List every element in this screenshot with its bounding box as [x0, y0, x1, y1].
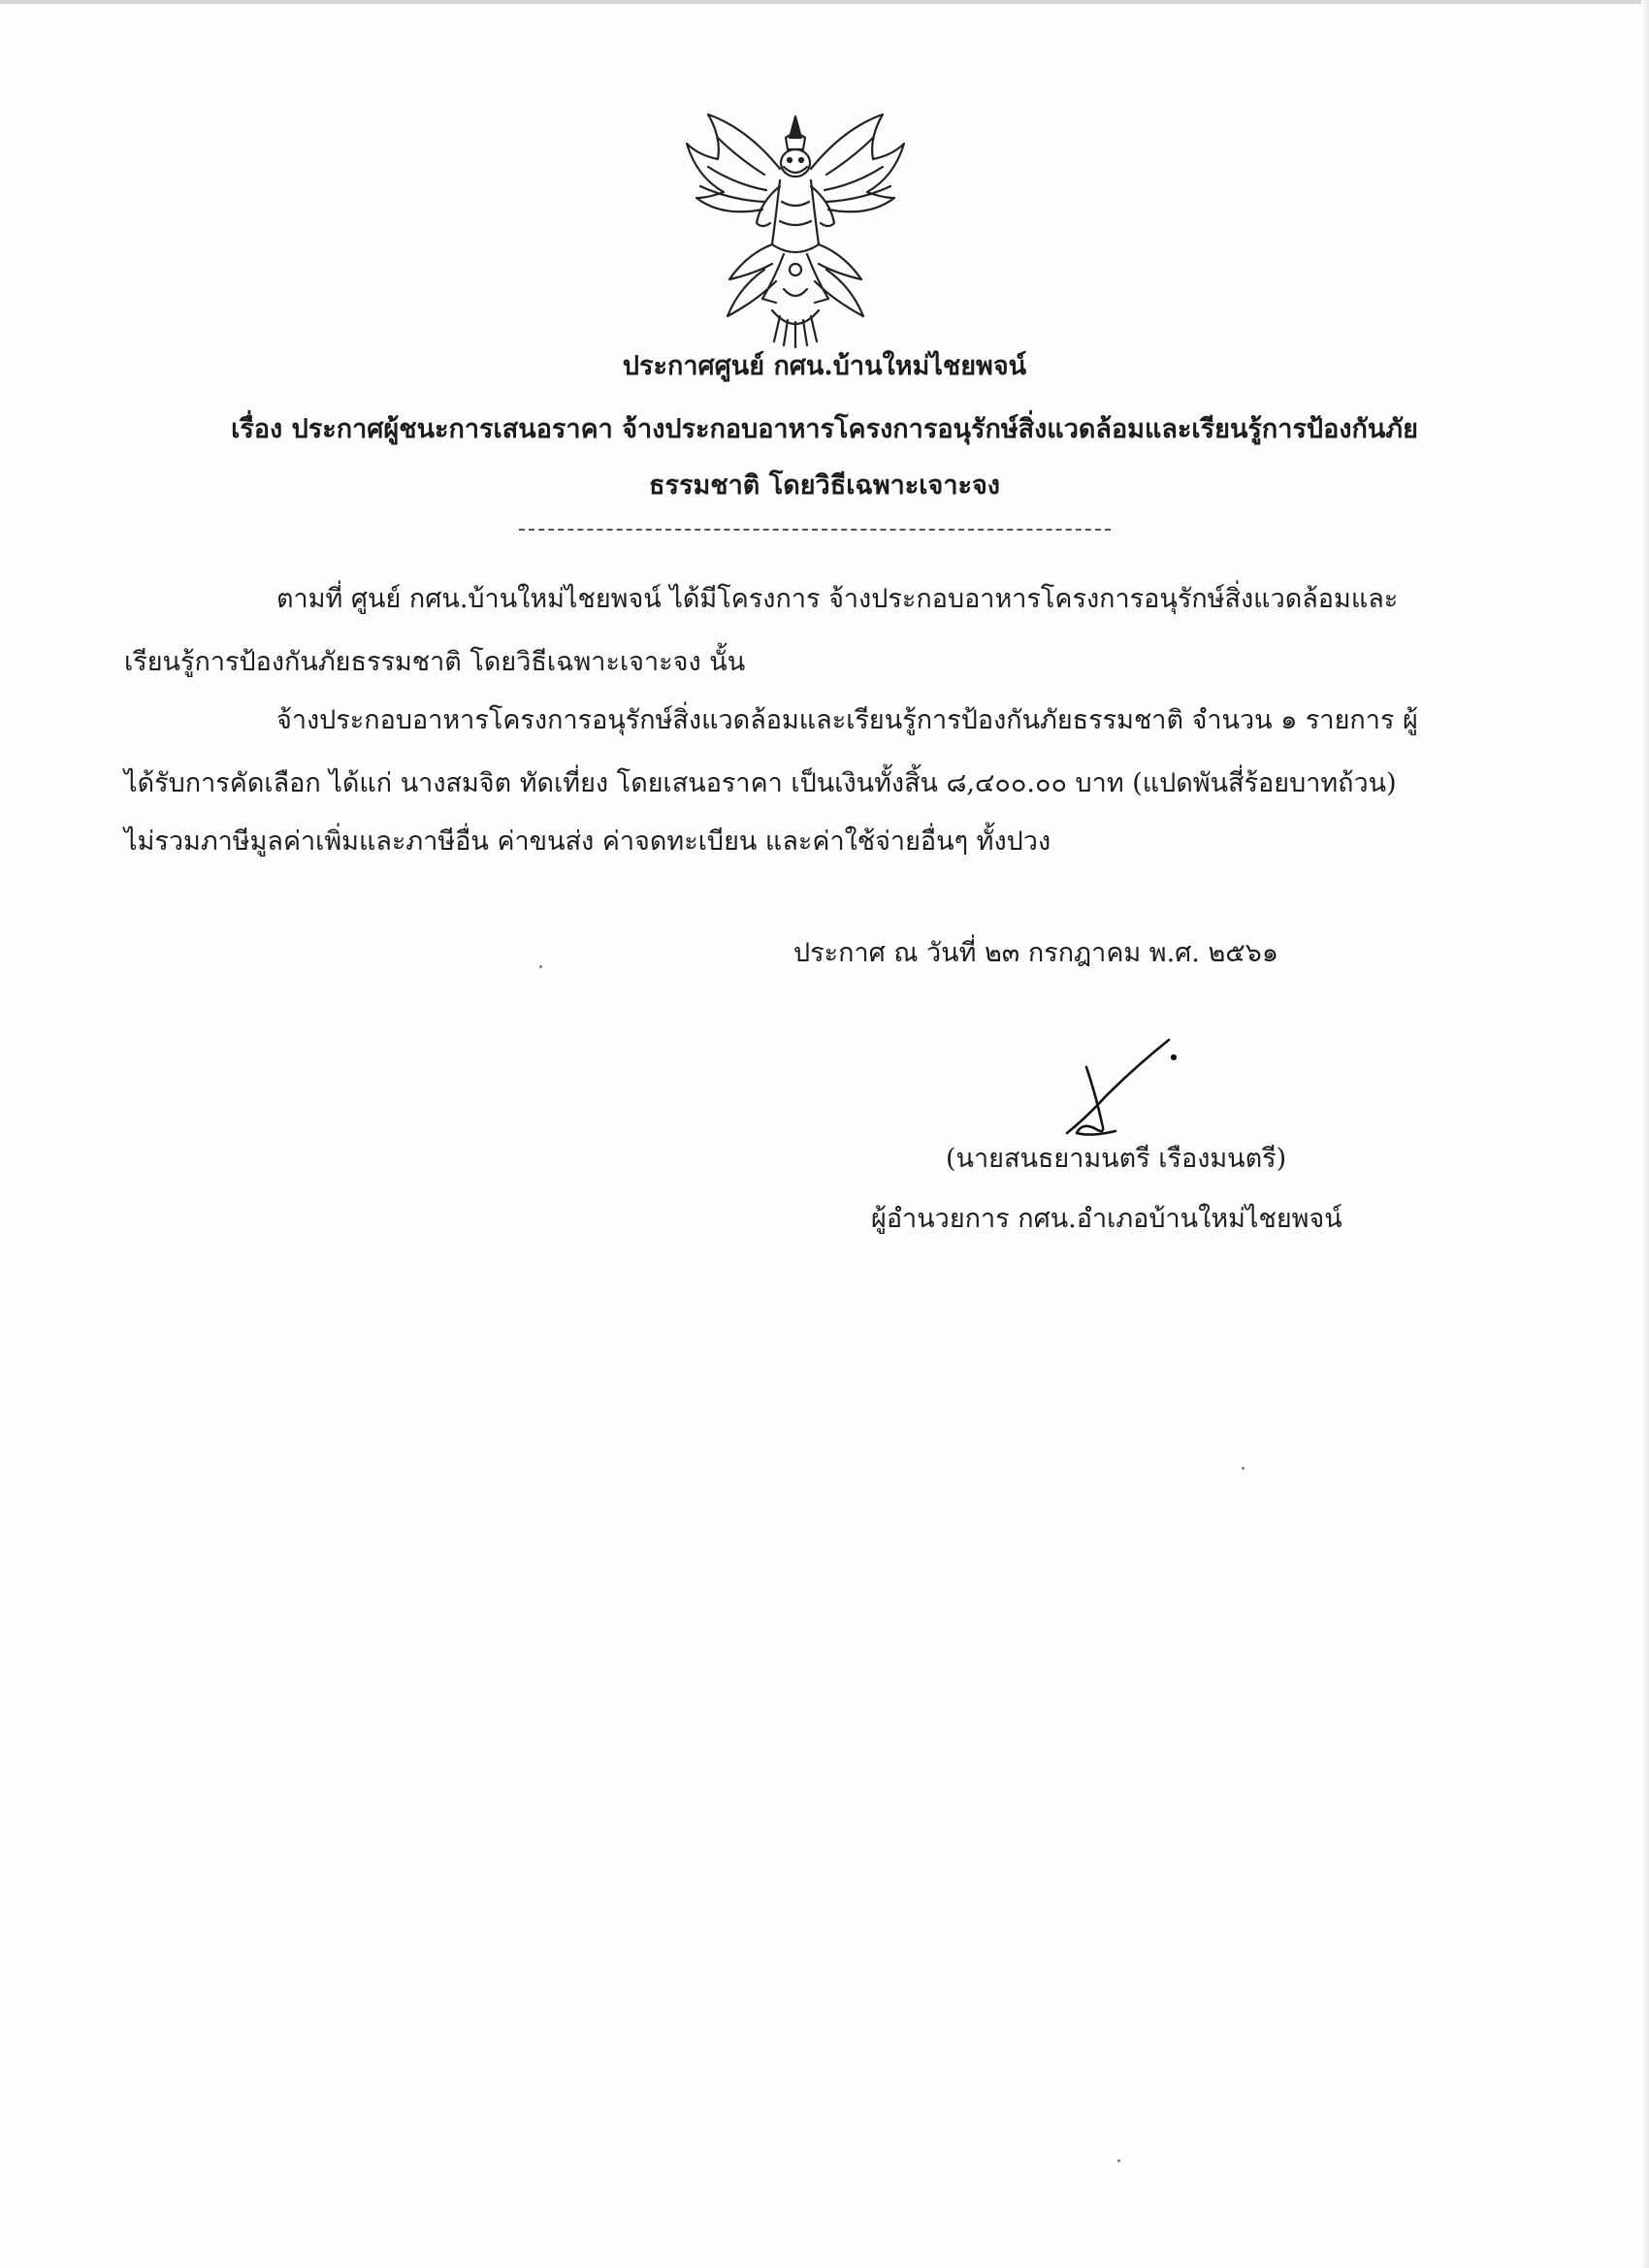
paragraph-1-line-1: ตามที่ ศูนย์ กศน.บ้านใหม่ไชยพจน์ ได้มีโครงการ จ้างประกอบอาหารโครงการอนุรักษ์สิ่งแวดล้อมและ — [276, 584, 1399, 614]
subject-line-1: เรื่อง ประกาศผู้ชนะการเสนอราคา จ้างประกอบอาหารโครงการอนุรักษ์สิ่งแวดล้อมและเรียนรู้การป้องกันภัย — [231, 414, 1418, 444]
scan-speck — [539, 965, 542, 968]
garuda-emblem-icon — [679, 109, 912, 351]
signer-name: (นายสนธยามนตรี เรืองมนตรี) — [946, 1144, 1287, 1174]
scan-right-edge — [1641, 0, 1649, 2268]
scan-speck — [1117, 2159, 1120, 2162]
scan-top-edge — [0, 0, 1649, 4]
paragraph-1-line-2: เรียนรู้การป้องกันภัยธรรมชาติ โดยวิธีเฉพาะเจาะจง นั้น — [124, 647, 746, 677]
announcement-title: ประกาศศูนย์ กศน.บ้านใหม่ไชยพจน์ — [622, 351, 1027, 381]
paragraph-2-line-3: ไม่รวมภาษีมูลค่าเพิ่มและภาษีอื่น ค่าขนส่ง ค่าจดทะเบียน และค่าใช้จ่ายอื่นๆ ทั้งปวง — [124, 826, 1051, 857]
scan-speck — [1242, 1467, 1245, 1470]
paragraph-2-line-1: จ้างประกอบอาหารโครงการอนุรักษ์สิ่งแวดล้อมและเรียนรู้การป้องกันภัยธรรมชาติ จำนวน ๑ รายการ ผู้ — [276, 705, 1418, 735]
subject-line-2: ธรรมชาติ โดยวิธีเฉพาะเจาะจง — [649, 470, 1000, 501]
announcement-date: ประกาศ ณ วันที่ ๒๓ กรกฎาคม พ.ศ. ๒๕๖๑ — [793, 938, 1278, 968]
handwritten-signature — [1048, 1028, 1193, 1145]
paragraph-2-line-2: ได้รับการคัดเลือก ได้แก่ นางสมจิต ทัดเที่ยง โดยเสนอราคา เป็นเงินทั้งสิ้น ๘,๔๐๐.๐๐ บาท (แปดพันสี่ร้อยบาทถ้วน) — [124, 768, 1397, 798]
dashed-separator — [519, 529, 1111, 531]
signer-position: ผู้อำนวยการ กศน.อำเภอบ้านใหม่ไชยพจน์ — [871, 1204, 1342, 1234]
